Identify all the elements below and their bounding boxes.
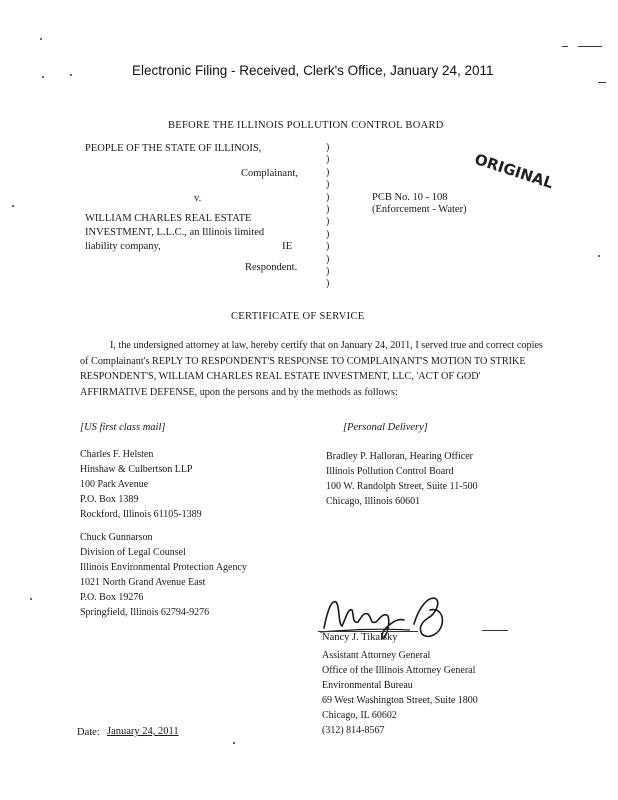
- signer-line: Office of the Illinois Attorney General: [322, 665, 476, 676]
- caption-parentheses: ) ) ) ) ) ) ) ) ) ) ) ): [326, 142, 330, 290]
- address-line: Chicago, Illinois 60601: [326, 496, 421, 507]
- address-line: 100 Park Avenue: [80, 479, 149, 490]
- signer-block: [322, 648, 478, 738]
- signer-line: Environmental Bureau: [322, 680, 413, 691]
- plaintiff-role: Complainant,: [241, 168, 298, 179]
- scan-speck: [233, 742, 235, 744]
- certification-paragraph: I, the undersigned attorney at law, hereby certify that on January 24, 2011, I served true and correct copies of Complainant's REPLY TO RESPONDENT'S RESPONSE TO COMPLAINANT'S MOTION TO STRIKE RESPONDENT'S, WILLIAM CHARLES REAL ESTATE INVESTMENT, LLC, 'ACT OF GOD' AFFIRMATIVE DEFENSE, upon the persons and by the methods as follows:: [80, 340, 543, 398]
- address-line: Charles F. Helsten: [80, 449, 154, 460]
- mail-method-heading: [US first class mail]: [80, 422, 166, 433]
- address-line: Rockford, Illinois 61105-1389: [80, 509, 202, 520]
- versus: v.: [194, 193, 202, 204]
- address-line: Bradley P. Halloran, Hearing Officer: [326, 451, 473, 462]
- date-value: January 24, 2011: [107, 726, 179, 737]
- caption-mark: IE: [282, 240, 293, 252]
- case-type: (Enforcement - Water): [372, 204, 467, 215]
- delivery-method-heading: [Personal Delivery]: [343, 422, 428, 433]
- address-line: Springfield, Illinois 62794-9276: [80, 607, 210, 618]
- defendant-line1: WILLIAM CHARLES REAL ESTATE: [85, 213, 252, 224]
- recipient-helsten: [80, 447, 202, 522]
- board-heading: BEFORE THE ILLINOIS POLLUTION CONTROL BOARD: [168, 120, 444, 131]
- original-stamp: ORIGINAL: [472, 150, 556, 193]
- signer-line: Chicago, IL 60602: [322, 710, 397, 721]
- scan-mark: [562, 46, 568, 47]
- scan-speck: [30, 598, 32, 600]
- defendant-line2: INVESTMENT, L.L.C., an Illinois limited: [85, 227, 265, 238]
- scan-speck: [598, 255, 600, 257]
- signer-line: 69 West Washington Street, Suite 1800: [322, 695, 478, 706]
- scan-speck: [12, 205, 14, 207]
- plaintiff-name: PEOPLE OF THE STATE OF ILLINOIS,: [85, 143, 262, 154]
- filing-banner: Electronic Filing - Received, Clerk's Office, January 24, 2011: [132, 63, 494, 78]
- defendant-role: Respondent.: [245, 262, 298, 273]
- scan-speck: [42, 76, 44, 78]
- date-label: Date:: [77, 727, 100, 738]
- scan-speck: [70, 74, 72, 76]
- address-line: 1021 North Grand Avenue East: [80, 577, 206, 588]
- signer-line: (312) 814-8567: [322, 725, 385, 736]
- address-line: P.O. Box 19276: [80, 592, 144, 603]
- address-line: Illinois Environmental Protection Agency: [80, 562, 247, 573]
- address-line: Division of Legal Counsel: [80, 547, 186, 558]
- signer-line: Assistant Attorney General: [322, 650, 431, 661]
- address-line: Illinois Pollution Control Board: [326, 466, 454, 477]
- recipient-halloran: [326, 449, 478, 509]
- address-line: 100 W. Randolph Street, Suite 11-500: [326, 481, 478, 492]
- scan-mark: [598, 82, 606, 83]
- scan-mark: [578, 46, 602, 47]
- case-number: PCB No. 10 - 108: [372, 192, 448, 203]
- certificate-title: CERTIFICATE OF SERVICE: [231, 311, 365, 322]
- address-line: Hinshaw & Culbertson LLP: [80, 464, 193, 475]
- scan-speck: [40, 38, 42, 40]
- address-line: P.O. Box 1389: [80, 494, 139, 505]
- defendant-line3: liability company,: [85, 241, 161, 252]
- recipient-gunnarson: [80, 530, 247, 620]
- address-line: Chuck Gunnarson: [80, 532, 153, 543]
- signature-line: [482, 630, 508, 631]
- signer-name: Nancy J. Tikalsky: [322, 632, 398, 643]
